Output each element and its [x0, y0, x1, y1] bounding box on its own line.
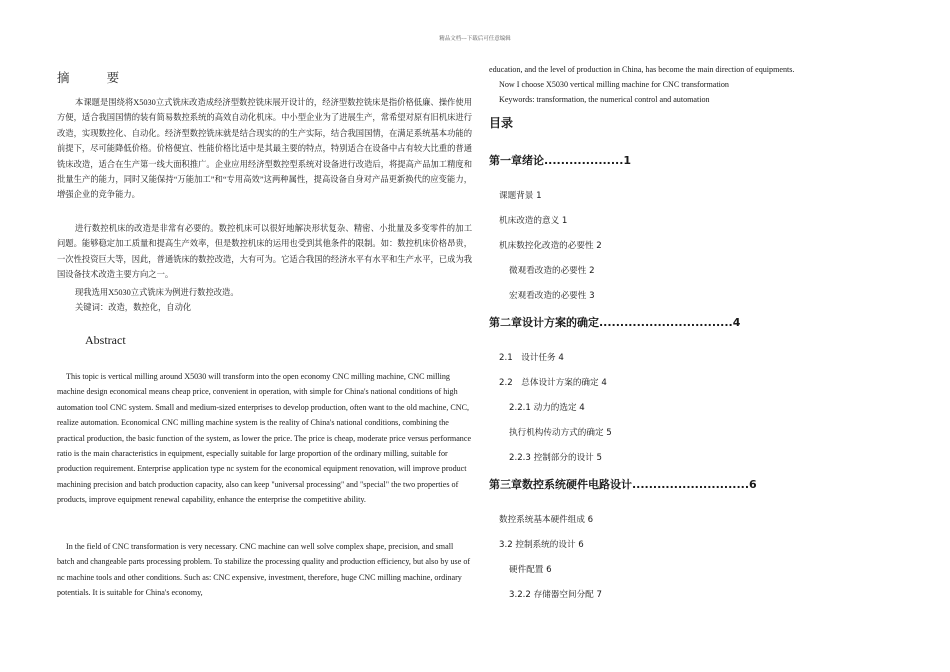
toc-item[interactable]: 执行机构传动方式的确定 5: [509, 428, 612, 438]
toc-item[interactable]: 宏观看改造的必要性 3: [509, 291, 595, 301]
abstract-zh-paragraph-3: 现我选用X5030立式铣床为例进行数控改造。: [75, 288, 239, 297]
toc-item[interactable]: 3.2 控制系统的设计 6: [499, 540, 584, 550]
page-watermark: 精品文档---下载后可任意编辑: [439, 36, 511, 42]
toc-leader-dots: ............................: [632, 478, 750, 491]
abstract-en-paragraph-2: In the field of CNC transformation is very necessary. CNC machine can well solve complex shape, precision, and small batch and changeable parts processing problem. To stabilize the processing quality and production efficiency, but also by use of nc machine tools and other conditions. Such as: CNC expensive, investment, therefore, huge CNC milling machine, ordinary potentials. It is suitable for China's economy,: [57, 542, 471, 598]
toc-item[interactable]: 数控系统基本硬件组成 6: [499, 515, 594, 525]
toc-chapter-3-label: 第三章数控系统硬件电路设计: [489, 478, 632, 491]
toc-item[interactable]: 硬件配置 6: [509, 565, 552, 575]
toc-item[interactable]: 微观看改造的必要性 2: [509, 266, 595, 276]
toc-item[interactable]: 2.1 设计任务 4: [499, 353, 564, 363]
toc-item[interactable]: 机床数控化改造的必要性 2: [499, 241, 602, 251]
abstract-en-title: Abstract: [85, 333, 126, 347]
abstract-en-paragraph-2-continued: education, and the level of production in China, has become the main direction of equipments.: [489, 65, 795, 74]
abstract-zh-keywords: 关键词：改造，数控化，自动化: [75, 303, 192, 312]
abstract-zh-paragraph-2: 进行数控机床的改造是非常有必要的。数控机床可以很好地解决形状复杂、精密、小批量及多变零件的加工问题。能够稳定加工质量和提高生产效率，但是数控机床的运用也受到其他条件的限制。如：数控机床价格昂贵，一次性投资巨大等，因此，普通铣床的数控改造，大有可为。它适合我国的经济水平有水平和生产水平，已成为我国设备技术改造主要方向之一。: [57, 224, 472, 280]
toc-chapter-2[interactable]: [489, 314, 740, 330]
toc-chapter-2-page: 4: [732, 316, 741, 329]
toc-chapter-2-label: 第二章设计方案的确定: [489, 316, 599, 329]
toc-item[interactable]: 2.2.1 动力的选定 4: [509, 403, 585, 413]
toc-item[interactable]: 3.2.2 存储器空间分配 7: [509, 590, 602, 600]
toc-chapter-1[interactable]: [489, 152, 631, 168]
toc-item[interactable]: 2.2 总体设计方案的确定 4: [499, 378, 607, 388]
toc-item[interactable]: 2.2.3 控制部分的设计 5: [509, 453, 602, 463]
toc-chapter-1-page: 1: [623, 154, 632, 167]
toc-chapter-1-label: 第一章绪论: [489, 154, 544, 167]
abstract-en-keywords: Keywords: transformation, the numerical control and automation: [499, 95, 710, 104]
toc-chapter-3-page: 6: [749, 478, 757, 491]
toc-leader-dots: ................................: [599, 316, 733, 329]
abstract-zh-title: 摘 要: [57, 71, 137, 85]
toc-chapter-3[interactable]: [489, 476, 757, 492]
toc-leader-dots: ...................: [544, 154, 624, 167]
toc-item[interactable]: 课题背景 1: [499, 191, 542, 201]
abstract-en-paragraph-3: Now I choose X5030 vertical milling machine for CNC transformation: [499, 80, 729, 89]
toc-item[interactable]: 机床改造的意义 1: [499, 216, 568, 226]
abstract-zh-paragraph-1: 本课题是围绕将X5030立式铣床改造成经济型数控铣床展开设计的，经济型数控铣床是指价格低廉、操作使用方便，适合我国国情的装有简易数控系统的高效自动化机床。中小型企业为了进展生产，常希望对原有旧机床进行改造，实现数控化、自动化。经济型数控铣床就是结合现实的的生产实际，结合我国国情，在满足系统基本功能的前提下，尽可能降低价格。价格便宜、性能价格比适中是其最主要的特点，特别适合在设备中占有较大比重的普通铣床改造，适合在生产第一线大面积推广。企业应用经济型数控型系统对设备进行改造后，将提高产品加工精度和批量生产的能力，同时又能保持“万能加工”和“专用高效”这两种属性，提高设备自身对产品更新换代的应变能力，增强企业的竞争能力。: [57, 98, 472, 200]
abstract-en-paragraph-1: This topic is vertical milling around X5030 will transform into the open economy CNC milling machine, CNC milling machine design economical means cheap price, convenient in operation, with simple for China's national conditions of high automation tool CNC system. Small and medium-sized enterprises to develop production, often want to the old machine, CNC, realize automation. Economical CNC milling machine system is the reality of China's national conditions, combining the practical production, the basic function of the system, as lower the price. The price is cheap, moderate price versus performance ratio is the main characteristics in equipment, especially suitable for large proportion of the ordinary milling, suitable for production requirement. Enterprise application type nc system for the economical equipment renovation, will improve product machining precision and batch production capacity, also can keep "universal processing" and "special" the two properties of products, improve equipment renewal capability, enhance the enterprise the competitive ability.: [57, 372, 472, 505]
toc-title: 目录: [489, 116, 514, 130]
